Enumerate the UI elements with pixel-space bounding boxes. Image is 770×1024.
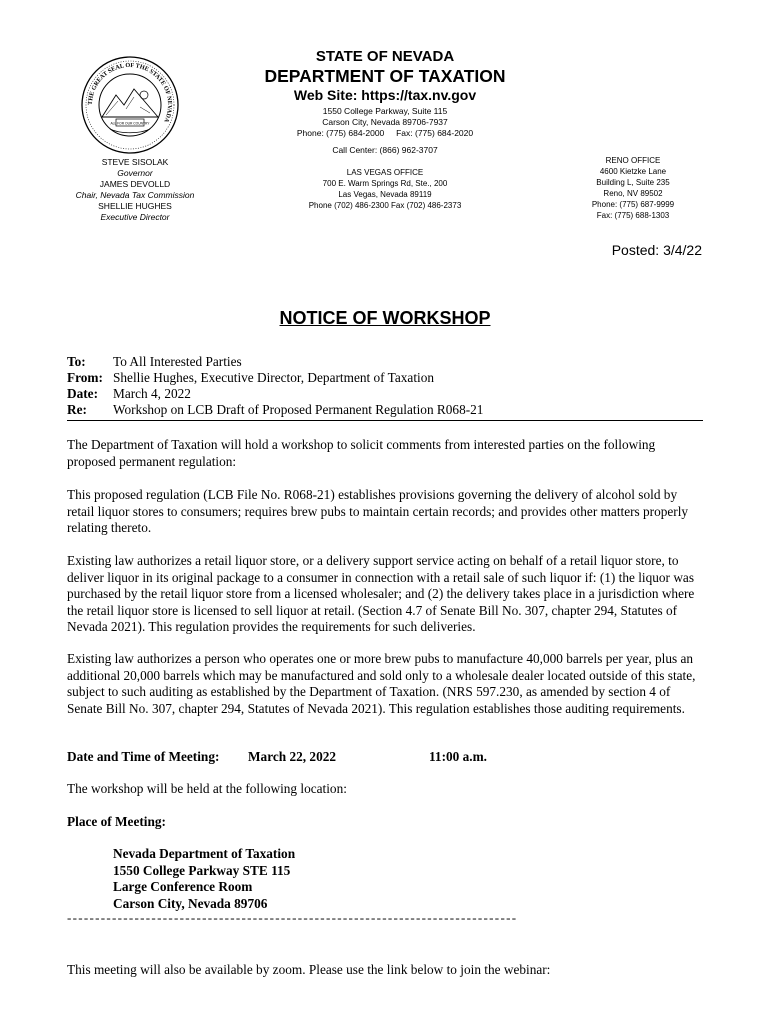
call-center: Call Center: (866) 962-3707 [332,145,438,155]
memo-from-row [67,370,483,386]
website-link[interactable]: Web Site: https://tax.nv.gov [293,87,477,103]
official-title: Governor [117,168,153,178]
official-name: JAMES DEVOLLD [99,179,171,189]
meeting-time: 11:00 a.m. [429,749,487,764]
reno-office [563,155,703,221]
memo-re-row [67,402,483,418]
office-line: Building L, Suite 235 [596,178,670,187]
office-line: Phone (702) 486-2300 Fax (702) 486-2373 [308,201,462,210]
paragraph-retail-delivery: Existing law authorizes a retail liquor store, or a delivery support service acting on behalf of a retail liquor store, to deliver liquor in its original package to a consumer in connection with a retail sale of such liquor if: (1) the liquor was purchased by the retail liquor store from a licensed wholesaler; and (2) the delivery takes place in a jurisdiction where the retail liquor store is licensed to sell liquor at retail. (Section 4.7 of Senate Bill No. 307, chapter 294, Statutes of Nevada 2021). This regulation provides the requirements for such deliveries. [67,553,695,634]
official-name: SHELLIE HUGHES [98,201,172,211]
office-title: LAS VEGAS OFFICE [346,168,424,177]
state-name: STATE OF NEVADA [315,48,455,65]
memo-to-value: To All Interested Parties [113,354,242,369]
address-line: 1550 College Parkway STE 115 [113,862,291,878]
paragraph-regulation-summary: This proposed regulation (LCB File No. R068-21) establishes provisions governing the delivery of alcohol sold by retail liquor stores to consumers; requires brew pubs to maintain certain records; and provides other matters properly relating thereto. [67,487,689,535]
address-line-1: 1550 College Parkway, Suite 115 [322,106,448,116]
seal-banner-text: ALL FOR OUR COUNTRY [110,121,150,126]
zoom-notice: This meeting will also be available by zoom. Please use the link below to join the webinar: [67,962,551,977]
memo-re-label: Re: [67,402,87,417]
office-line: Fax: (775) 688-1303 [596,211,670,220]
office-line: Phone: (775) 687-9999 [591,200,675,209]
office-line: 4600 Kietzke Lane [599,167,667,176]
office-line: Las Vegas, Nevada 89119 [338,190,432,199]
memo-to-label: To: [67,354,86,369]
seal-ring-text: THE GREAT SEAL OF THE STATE OF NEVADA [86,61,174,124]
address-line: Large Conference Room [113,879,253,894]
official-title: Executive Director [100,212,170,222]
memo-date-value: March 4, 2022 [113,386,191,401]
memo-header [67,354,483,418]
memo-from-value: Shellie Hughes, Executive Director, Department of Taxation [113,370,435,385]
meeting-address [113,846,295,912]
office-line: Reno, NV 89502 [603,189,663,198]
address-line-2: Carson City, Nevada 89706-7937 [322,117,448,127]
memo-to-row [67,354,483,370]
meeting-label: Date and Time of Meeting: [67,749,220,764]
officials-list [55,157,215,223]
notice-title: NOTICE OF WORKSHOP [279,308,491,328]
dashed-separator: -------------------------------------------------------------------------------- [67,910,518,925]
place-of-meeting-label: Place of Meeting: [67,814,166,829]
posted-date: Posted: 3/4/22 [611,242,702,258]
office-line: 700 E. Warm Springs Rd, Ste., 200 [322,179,448,188]
las-vegas-office [265,167,505,211]
department-name: DEPARTMENT OF TAXATION [264,66,506,86]
memo-date-row [67,386,483,402]
nevada-state-seal [80,55,180,155]
location-intro: The workshop will be held at the following location: [67,781,347,796]
memo-re-value: Workshop on LCB Draft of Proposed Permanent Regulation R068-21 [113,402,484,417]
official-title: Chair, Nevada Tax Commission [75,190,195,200]
paragraph-intro: The Department of Taxation will hold a workshop to solicit comments from interested parties on the following proposed permanent regulation: [67,437,656,469]
paragraph-brew-pubs: Existing law authorizes a person who operates one or more brew pubs to manufacture 40,000 barrels per year, plus an additional 20,000 barrels which may be manufactured and sold only to a wholesale dealer located outside of this state, subject to such auditing as established by the Department of Taxation. (NRS 597.230, as amended by section 4 of Senate Bill No. 307, chapter 294, Statutes of Nevada 2021). This regulation establishes those auditing requirements. [67,651,696,716]
memo-divider [67,420,703,421]
memo-date-label: Date: [67,386,99,401]
meeting-date: March 22, 2022 [248,749,337,764]
address-line: Nevada Department of Taxation [113,846,296,861]
office-title: RENO OFFICE [605,156,661,165]
address-line: Carson City, Nevada 89706 [113,895,268,911]
phone-fax: Phone: (775) 684-2000 Fax: (775) 684-2020 [296,128,474,138]
official-name: STEVE SISOLAK [101,157,169,167]
memo-from-label: From: [67,370,103,385]
